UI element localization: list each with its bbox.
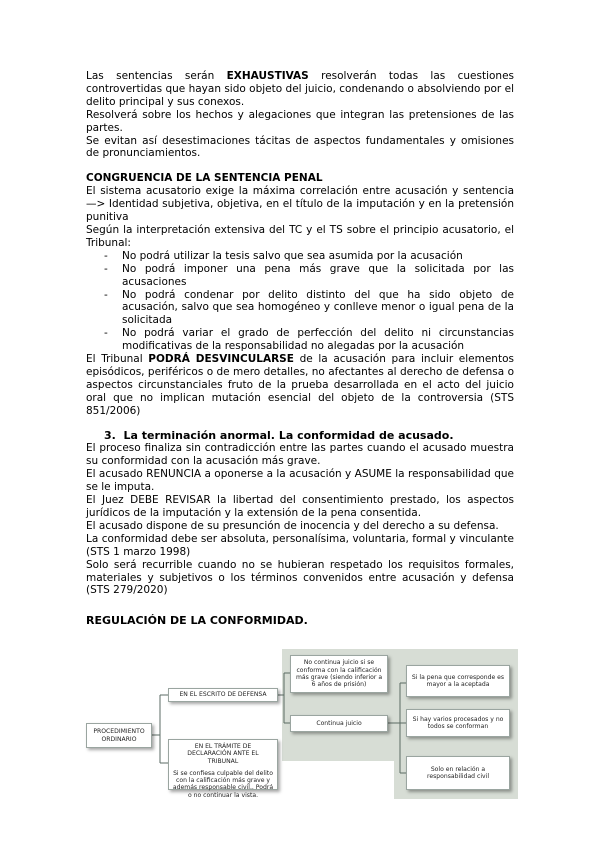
paragraph-absoluta: La conformidad debe ser absoluta, personalísima, voluntaria, formal y vinculante (STS 1 marzo 1998) (86, 532, 514, 558)
document-body (86, 70, 514, 628)
list-item: - No podrá utilizar la tesis salvo que sea asumida por la acusación (122, 250, 514, 263)
node-no-continua-juicio: No continua juicio si se conforma con la calificación más grave (siendo inferior a 6 años de prisión) (290, 655, 388, 693)
text-run: de la acusación para incluir elementos episódicos, periféricos o de mero detalles, no afectantes al derecho de defensa o aspectos circunstanciales fruto de la prueba desarrollada en el acto del juicio oral que no implican mutación esencial del objeto de la controversia (STS 851/2006) (86, 353, 514, 417)
paragraph-desvincularse (86, 353, 514, 418)
paragraph-presuncion: El acusado dispone de su presunción de inocencia y del derecho a su defensa. (86, 519, 499, 532)
paragraph-juez-revisar: El Juez DEBE REVISAR la libertad del consentimiento prestado, los aspectos jurídicos de la imputación y la extensión de la pena consentida. (86, 494, 514, 519)
node-procedimiento-ordinario: PROCEDIMIENTO ORDINARIO (86, 723, 152, 748)
node-pena-mayor: Si la pena que corresponde es mayor a la aceptada (406, 665, 510, 697)
text-run: El Tribunal (86, 353, 149, 366)
section-title: La terminación anormal. La conformidad de acusado. (123, 428, 454, 442)
node-escrito-defensa: EN EL ESCRITO DE DEFENSA (168, 688, 278, 702)
tribunal-limits-list (86, 250, 514, 353)
conformidad-diagram (82, 645, 519, 803)
bold-term: EXHAUSTIVAS (226, 70, 309, 82)
paragraph-interpretacion: Según la interpretación extensiva del TC y el TS sobre el principio acusatorio, el Tribunal: (86, 223, 514, 249)
text-run: Las sentencias serán (86, 70, 227, 82)
section-3-heading (104, 430, 514, 443)
paragraph-resolvera: Resolverá sobre los hechos y alegaciones que integran las pretensiones de las partes. (86, 108, 514, 134)
paragraph-recurrible: Solo será recurrible cuando no se hubieran respetado los requisitos formales, materiales y subjetivos o los términos convenidos entre acusación y defensa (STS 279/2020) (86, 558, 514, 597)
node-varios-procesados: Si hay varios procesados y no todos se conforman (406, 709, 510, 737)
bold-term: PODRÁ DESVINCULARSE (148, 353, 294, 366)
paragraph-sistema-acusatorio: El sistema acusatorio exige la máxima correlación entre acusación y sentencia —> Identidad subjetiva, objetiva, en el título de la imputación y en la pretensión punitiva (86, 185, 514, 224)
section-number: 3. (104, 428, 116, 442)
list-item: - No podrá variar el grado de perfección del delito ni circunstancias modificativas de la responsabilidad no alegadas por la acusación (122, 327, 514, 353)
paragraph-renuncia: El acusado RENUNCIA a oponerse a la acusación y ASUME la responsabilidad que se le imputa. (86, 468, 514, 494)
list-item: - No podrá imponer una pena más grave que la solicitada por las acusaciones (122, 263, 514, 289)
text-run: resolverán todas las cuestiones controvertidas que hayan sido objeto del juicio, condenando o absolviendo por el delito principal y sus conexos. (86, 70, 514, 108)
paragraph-evitan: Se evitan así desestimaciones tácitas de aspectos fundamentales y omisiones de pronunciamientos. (86, 134, 514, 160)
node-continua-juicio: Continua juicio (290, 715, 388, 732)
node-tramite-title: EN EL TRÁMITE DE DECLARACIÓN ANTE EL TRIBUNAL (187, 743, 259, 765)
heading-congruencia: CONGRUENCIA DE LA SENTENCIA PENAL (86, 172, 323, 185)
node-tramite-declaracion (168, 739, 278, 799)
paragraph-exhaustivas (86, 70, 514, 109)
node-responsabilidad-civil: Solo en relación a responsabilidad civil (406, 756, 510, 790)
paragraph-proceso-finaliza: El proceso finaliza sin contradicción entre las partes cuando el acusado muestra su conformidad con la acusación más grave. (86, 442, 514, 468)
heading-regulacion: REGULACIÓN DE LA CONFORMIDAD. (86, 614, 308, 628)
node-tramite-body: Si se confiesa culpable del delito con la calificación más grave y además responsable civil.. Podrá o no continuar la vista. (172, 769, 274, 799)
list-item: - No podrá condenar por delito distinto del que ha sido objeto de acusación, salvo que sea homogéneo y conlleve menor o igual pena de la solicitada (122, 289, 514, 328)
